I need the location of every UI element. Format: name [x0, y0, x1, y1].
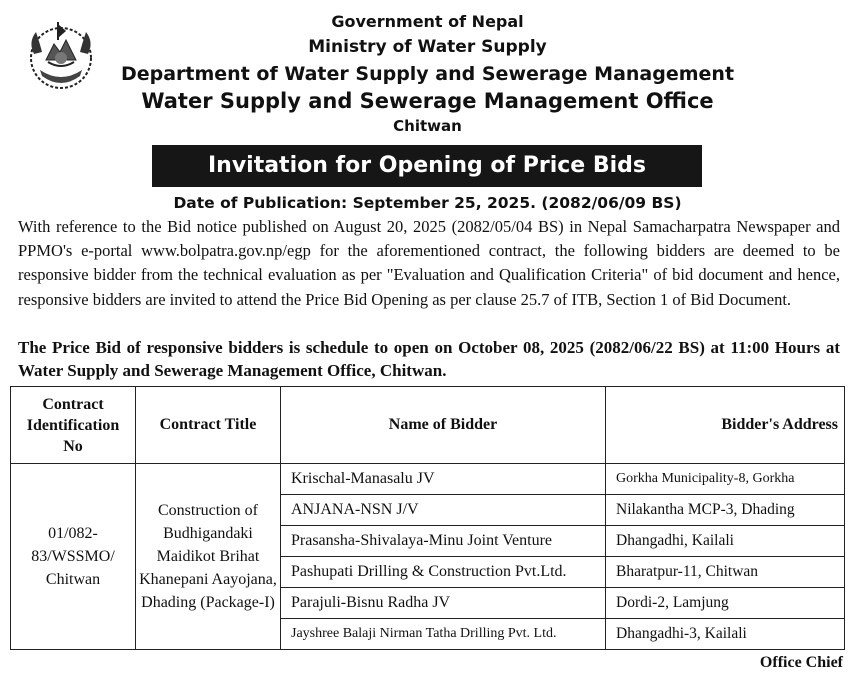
header-office: Water Supply and Sewerage Management Office: [141, 89, 714, 113]
header-department: Department of Water Supply and Sewerage Management: [120, 63, 735, 85]
schedule-statement: The Price Bid of responsive bidders is schedule to open on October 08, 2025 (2082/06/22 BS) at 11:00 Hours at Water Supply and Sewerage Management Office, Chitwan.: [18, 338, 840, 380]
notice-title-banner: Invitation for Opening of Price Bids: [152, 145, 702, 187]
header-contract-id: Contract Identification No: [11, 387, 136, 464]
notice-paragraph: With reference to the Bid notice published on August 20, 2025 (2082/05/04 BS) in Nepal Samacharpatra Newspaper and PPMO's e-portal www.bolpatra.gov.np/egp for the aforementioned contract, the following bidders are deemed to be responsive bidder from the technical evaluation as per "Evaluation and Qualification Criteria" of bid document and hence, responsive bidders are invited to attend the Price Bid Opening as per clause 25.7 of ITB, Section 1 of Bid Document.: [18, 217, 840, 309]
bidder-address: Dordi-2, Lamjung: [606, 588, 845, 619]
header-contract-title: Contract Title: [136, 387, 281, 464]
header-ministry: Ministry of Water Supply: [308, 37, 547, 57]
bidder-address: Dhangadhi-3, Kailali: [606, 619, 845, 650]
header-government: Government of Nepal: [331, 12, 524, 31]
bidder-address: Nilakantha MCP-3, Dhading: [606, 495, 845, 526]
bidder-name: Krischal-Manasalu JV: [281, 464, 606, 495]
bidder-name: ANJANA-NSN J/V: [281, 495, 606, 526]
bidder-name: Prasansha-Shivalaya-Minu Joint Venture: [281, 526, 606, 557]
publication-date: Date of Publication: September 25, 2025. (2082/06/09 BS): [173, 194, 682, 212]
table-header-row: [11, 387, 845, 464]
signoff-office-chief: Office Chief: [759, 654, 843, 671]
contract-title-cell: Construction of Budhigandaki Maidikot Brihat Khanepani Aayojana, Dhading (Package-I): [136, 464, 281, 650]
bidder-name: Jayshree Balaji Nirman Tatha Drilling Pvt. Ltd.: [281, 619, 606, 650]
table-row: [11, 464, 845, 495]
contract-id-cell: 01/082-83/WSSMO/ Chitwan: [11, 464, 136, 650]
bidder-name: Pashupati Drilling & Construction Pvt.Ltd.: [281, 557, 606, 588]
bidder-name: Parajuli-Bisnu Radha JV: [281, 588, 606, 619]
bidder-address: Dhangadhi, Kailali: [606, 526, 845, 557]
bidder-address: Gorkha Municipality-8, Gorkha: [606, 464, 845, 495]
header-bidder-name: Name of Bidder: [281, 387, 606, 464]
bidders-table: [10, 386, 845, 650]
header-location: Chitwan: [393, 117, 462, 135]
header-bidder-address: Bidder's Address: [606, 387, 845, 464]
bidder-address: Bharatpur-11, Chitwan: [606, 557, 845, 588]
